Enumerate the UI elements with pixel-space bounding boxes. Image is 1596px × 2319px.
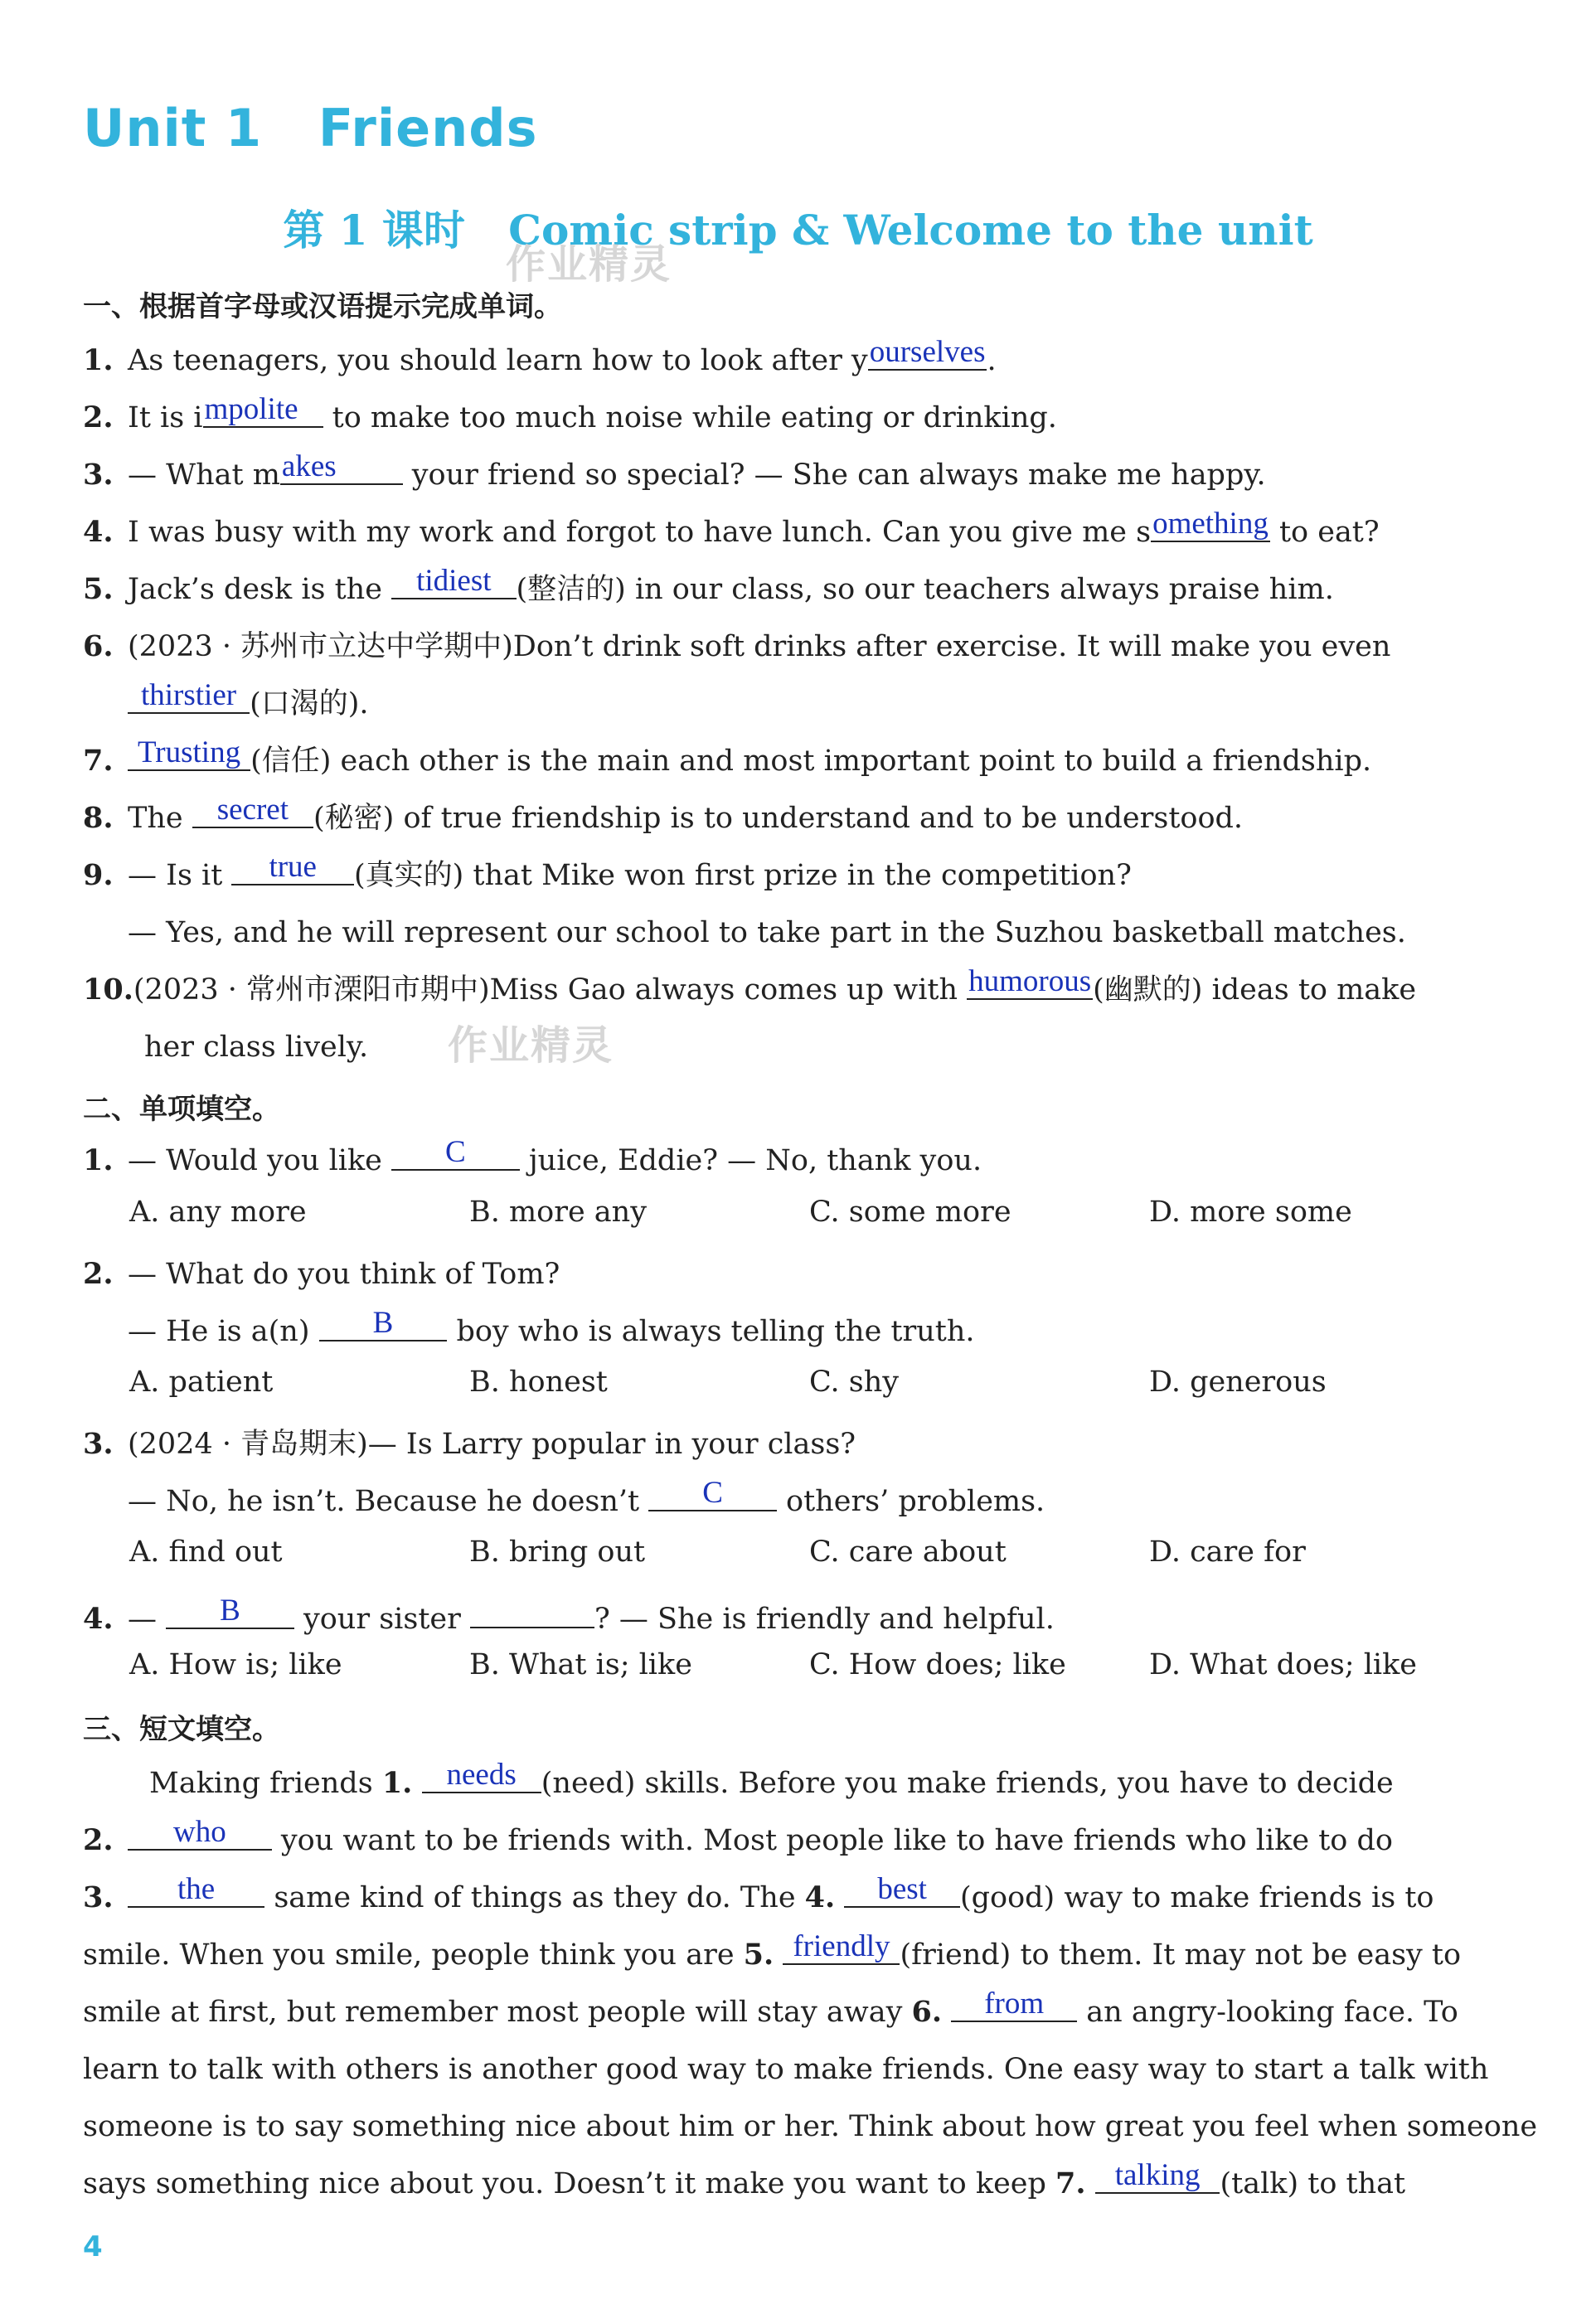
- s3-answer-3[interactable]: the: [128, 1872, 264, 1908]
- unit-title: Unit 1 Friends: [83, 98, 538, 158]
- s2-q2-line2: — He is a(n) B boy who is always telling the truth.: [128, 1306, 975, 1348]
- s2-q4-option-c[interactable]: C. How does; like: [809, 1648, 1066, 1681]
- s2-q3-line2: — No, he isn’t. Because he doesn’t C others’ problems.: [128, 1476, 1045, 1518]
- s1-item-10-line2: her class lively.: [144, 1031, 369, 1064]
- answer-5[interactable]: tidiest: [391, 564, 516, 599]
- answer-10[interactable]: humorous: [968, 964, 1092, 998]
- s2-q2-option-d[interactable]: D. generous: [1149, 1366, 1327, 1399]
- s2-q4-option-a[interactable]: A. How is; like: [129, 1648, 342, 1681]
- s3-line-3: 3. the same kind of things as they do. The 4. best (good) way to make friends is to: [83, 1872, 1434, 1914]
- s2-answer-2[interactable]: B: [319, 1306, 448, 1341]
- s1-item-8: 8. The secret (秘密) of true friendship is to understand and to be understood.: [83, 793, 1244, 835]
- item-number: 1.: [83, 343, 114, 377]
- s2-q4-option-d[interactable]: D. What does; like: [1149, 1648, 1418, 1681]
- answer-3[interactable]: akes: [280, 449, 403, 485]
- s3-line-1: Making friends 1. needs (need) skills. Before you make friends, you have to decide: [149, 1758, 1394, 1800]
- s1-item-2: 2. It is impolite to make too much noise while eating or drinking.: [83, 392, 1057, 434]
- s2-q3-option-b[interactable]: B. bring out: [469, 1535, 646, 1569]
- s2-q1-option-a[interactable]: A. any more: [129, 1196, 307, 1229]
- s2-answer-4[interactable]: B: [166, 1594, 294, 1629]
- s2-q1-option-c[interactable]: C. some more: [809, 1196, 1011, 1229]
- answer-7[interactable]: Trusting: [128, 735, 250, 771]
- s2-q2-option-a[interactable]: A. patient: [129, 1366, 274, 1399]
- s1-item-6: 6. (2023 · 苏州市立达中学期中)Don’t drink soft drinks after exercise. It will make you even: [83, 629, 1391, 663]
- s3-answer-1[interactable]: needs: [422, 1758, 541, 1793]
- page-number: 4: [83, 2230, 103, 2263]
- s2-q3-option-a[interactable]: A. find out: [129, 1535, 283, 1569]
- s2-q4: 4. — B your sister ? — She is friendly and helpful.: [83, 1594, 1055, 1636]
- s2-q2-option-b[interactable]: B. honest: [469, 1366, 608, 1399]
- s3-answer-4[interactable]: best: [844, 1872, 960, 1908]
- section3-heading: 三、短文填空。: [83, 1713, 280, 1746]
- s2-q4-blank-2[interactable]: [470, 1594, 594, 1628]
- s2-q3: 3. (2024 · 青岛期末)— Is Larry popular in your class?: [83, 1427, 856, 1461]
- s1-item-9: 9. — Is it true (真实的) that Mike won first prize in the competition?: [83, 850, 1132, 892]
- s3-line-5: smile at first, but remember most people will stay away 6. from an angry-looking face. To: [83, 1987, 1458, 2029]
- s1-item-3: 3. — What makes your friend so special? — She can always make me happy.: [83, 449, 1266, 492]
- s2-q4-option-b[interactable]: B. What is; like: [469, 1648, 692, 1681]
- s1-item-5: 5. Jack’s desk is the tidiest (整洁的) in our class, so our teachers always praise him.: [83, 564, 1334, 606]
- s1-item-1: 1. As teenagers, you should learn how to look after yourselves.: [83, 340, 1509, 381]
- section1-heading: 一、根据首字母或汉语提示完成单词。: [83, 290, 562, 323]
- s3-line-2: 2. who you want to be friends with. Most people like to have friends who like to do: [83, 1815, 1393, 1857]
- s1-item-9-line2: — Yes, and he will represent our school to take part in the Suzhou basketball matches.: [128, 916, 1406, 949]
- s3-answer-6[interactable]: from: [951, 1987, 1077, 2022]
- s3-answer-2[interactable]: who: [128, 1815, 272, 1851]
- s2-q1: 1. — Would you like C juice, Eddie? — No, thank you.: [83, 1135, 982, 1177]
- s1-item-4: 4. I was busy with my work and forgot to have lunch. Can you give me something to eat?: [83, 507, 1380, 549]
- s3-answer-7[interactable]: talking: [1095, 2158, 1220, 2194]
- s2-q2: 2. — What do you think of Tom?: [83, 1257, 560, 1291]
- s2-q1-option-d[interactable]: D. more some: [1149, 1196, 1352, 1229]
- s3-line-8: says something nice about you. Doesn’t it make you want to keep 7. talking (talk) to that: [83, 2158, 1406, 2200]
- s2-q1-option-b[interactable]: B. more any: [469, 1196, 647, 1229]
- s2-q2-option-c[interactable]: C. shy: [809, 1366, 900, 1399]
- s2-q3-option-c[interactable]: C. care about: [809, 1535, 1007, 1569]
- s2-answer-1[interactable]: C: [391, 1135, 520, 1171]
- answer-8[interactable]: secret: [192, 793, 313, 828]
- watermark-top: 作业精灵: [506, 241, 672, 288]
- section2-heading: 二、单项填空。: [83, 1093, 280, 1126]
- answer-6[interactable]: thirstier: [128, 678, 250, 714]
- s2-answer-3[interactable]: C: [648, 1476, 777, 1511]
- s1-item-7: 7. Trusting (信任) each other is the main and most important point to build a friendship.: [83, 735, 1372, 778]
- answer-9[interactable]: true: [231, 850, 354, 885]
- answer-1[interactable]: ourselves: [869, 335, 986, 369]
- s1-item-6-cont: thirstier (口渴的).: [128, 683, 1554, 725]
- s3-answer-5[interactable]: friendly: [783, 1929, 900, 1965]
- s3-line-7: someone is to say something nice about him or her. Think about how great you feel when someone: [83, 2110, 1538, 2143]
- s3-line-6: learn to talk with others is another good way to make friends. One easy way to start a talk with: [83, 2053, 1489, 2086]
- lesson-title: 第 1 课时 Comic strip & Welcome to the unit: [283, 206, 1313, 255]
- answer-2[interactable]: mpolite: [203, 392, 323, 428]
- s1-item-10: 10.(2023 · 常州市溧阳市期中)Miss Gao always comes up with humorous(幽默的) ideas to make: [83, 964, 1417, 1007]
- watermark-middle: 作业精灵: [448, 1022, 614, 1069]
- answer-4[interactable]: omething: [1152, 507, 1269, 541]
- s2-q3-option-d[interactable]: D. care for: [1149, 1535, 1306, 1569]
- s3-line-4: smile. When you smile, people think you are 5. friendly (friend) to them. It may not be easy to: [83, 1929, 1462, 1972]
